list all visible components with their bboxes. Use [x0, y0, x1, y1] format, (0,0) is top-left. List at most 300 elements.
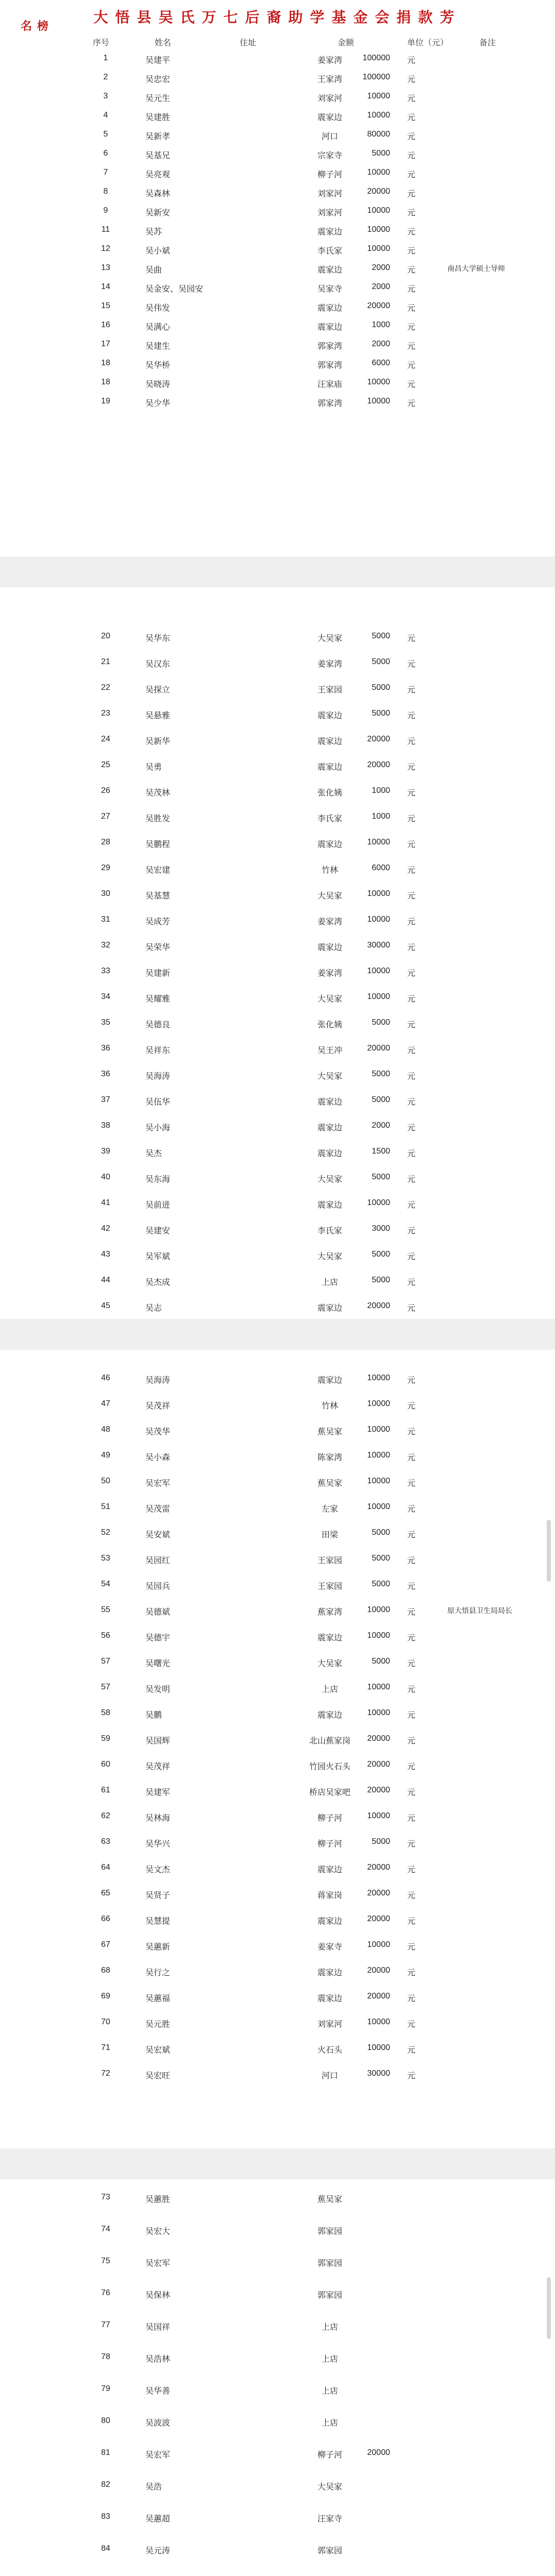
- row-number: 18: [101, 359, 110, 367]
- row-name: 吴浩: [145, 2483, 162, 2492]
- table-row: [0, 2222, 555, 2239]
- row-name: 吴金安、吴园安: [145, 285, 204, 294]
- row-amount: 10000: [367, 1502, 390, 1511]
- row-unit: 元: [407, 1582, 416, 1591]
- table-row: [0, 355, 555, 373]
- row-name: 吴安斌: [145, 1531, 171, 1539]
- row-amount: 100000: [362, 73, 390, 81]
- row-number: 72: [101, 2069, 110, 2078]
- row-unit: 元: [407, 190, 416, 198]
- row-number: 65: [101, 1889, 110, 1897]
- row-amount: 6000: [372, 359, 390, 367]
- row-address: 震家边: [317, 1376, 342, 1385]
- row-unit: 元: [407, 943, 416, 952]
- row-name: 吴保林: [145, 2291, 171, 2300]
- row-address: 宗家寺: [317, 151, 342, 160]
- row-address: 竹林: [321, 866, 338, 875]
- row-unit: 元: [407, 1376, 416, 1385]
- row-unit: 元: [407, 132, 416, 141]
- row-unit: 元: [407, 247, 416, 256]
- row-address: 蕉吴家: [317, 1479, 342, 1488]
- row-unit: 元: [407, 285, 416, 294]
- column-header-address: 住址: [240, 39, 257, 47]
- row-name: 吴森林: [145, 190, 171, 198]
- row-number: 84: [101, 2544, 110, 2553]
- table-row: [0, 2573, 555, 2576]
- row-unit: 元: [407, 1685, 416, 1694]
- row-name: 吴海涛: [145, 1376, 171, 1385]
- row-unit: 元: [407, 1149, 416, 1158]
- row-number: 54: [101, 1580, 110, 1588]
- row-name: 吴元生: [145, 94, 171, 103]
- row-address: 上店: [321, 1685, 338, 1694]
- row-name: 吴志: [145, 1304, 162, 1313]
- row-unit: 元: [407, 1201, 416, 1210]
- table-row: [0, 375, 555, 392]
- row-amount: 10000: [367, 2043, 390, 2052]
- row-number: 75: [101, 2257, 110, 2265]
- row-unit: 元: [407, 171, 416, 179]
- row-name: 吴鹏程: [145, 840, 171, 849]
- table-row: [0, 1654, 555, 1671]
- table-row: [0, 1015, 555, 1032]
- row-name: 吴波波: [145, 2419, 171, 2428]
- table-row: [0, 2381, 555, 2399]
- row-address: 柳子河: [317, 1840, 342, 1849]
- row-address: 郭家园: [317, 2227, 342, 2236]
- row-name: 吴伟发: [145, 304, 171, 313]
- row-unit: 元: [407, 1659, 416, 1668]
- table-row: [0, 2253, 555, 2271]
- table-row: [0, 2349, 555, 2367]
- table-row: [0, 1273, 555, 1290]
- row-address: 吴王冲: [317, 1046, 342, 1055]
- row-address: 大吴家: [317, 1659, 342, 1668]
- row-amount: 5000: [372, 683, 390, 692]
- row-amount: 80000: [367, 130, 390, 139]
- row-amount: 20000: [367, 1863, 390, 1872]
- row-name: 吴发明: [145, 1685, 171, 1694]
- row-name: 吴建生: [145, 342, 171, 351]
- column-header-amount: 金额: [338, 39, 355, 47]
- row-number: 12: [101, 244, 110, 253]
- table-row: [0, 1370, 555, 1388]
- row-unit: 元: [407, 1737, 416, 1745]
- table-row: [0, 706, 555, 723]
- table-row: [0, 127, 555, 144]
- row-number: 36: [101, 1070, 110, 1078]
- row-name: 吴曙光: [145, 1659, 171, 1668]
- row-number: 11: [101, 225, 110, 234]
- row-unit: 元: [407, 1505, 416, 1514]
- table-row: [0, 809, 555, 826]
- table-row: [0, 1577, 555, 1594]
- row-name: 吴少华: [145, 399, 171, 408]
- row-name: 吴新安: [145, 209, 171, 217]
- row-address: 上店: [321, 2387, 338, 2396]
- row-number: 28: [101, 838, 110, 846]
- table-row: [0, 1525, 555, 1543]
- row-address: 柳子河: [317, 171, 342, 179]
- row-number: 67: [101, 1940, 110, 1949]
- row-number: 58: [101, 1708, 110, 1717]
- table-row: [0, 2509, 555, 2527]
- row-number: 6: [103, 149, 108, 158]
- row-address: 竹林: [321, 1402, 338, 1411]
- row-amount: 20000: [367, 2448, 390, 2457]
- row-amount: 30000: [367, 941, 390, 950]
- row-address: 震家边: [317, 1917, 342, 1926]
- row-amount: 10000: [367, 1811, 390, 1820]
- row-name: 吴晓涛: [145, 380, 171, 389]
- row-unit: 元: [407, 1917, 416, 1926]
- row-number: 50: [101, 1477, 110, 1485]
- row-name: 吴茂林: [145, 789, 171, 798]
- row-number: 64: [101, 1863, 110, 1872]
- row-unit: 元: [407, 209, 416, 217]
- row-name: 吴蕙胜: [145, 2195, 171, 2204]
- row-name: 吴宏军: [145, 1479, 171, 1488]
- row-name: 吴德斌: [145, 1608, 171, 1617]
- row-address: 北山蕉家岗: [309, 1737, 350, 1745]
- row-unit: 元: [407, 866, 416, 875]
- row-amount: 10000: [367, 1374, 390, 1382]
- row-unit: 元: [407, 737, 416, 746]
- table-row: [0, 1757, 555, 1774]
- row-number: 1: [103, 54, 108, 62]
- table-row: [0, 1448, 555, 1465]
- row-unit: 元: [407, 1531, 416, 1539]
- row-address: 张化姨: [317, 789, 342, 798]
- scrollbar[interactable]: [547, 1520, 551, 1582]
- table-row: [0, 1834, 555, 1852]
- table-row: [0, 1499, 555, 1517]
- row-unit: 元: [407, 1891, 416, 1900]
- row-name: 吴汉东: [145, 660, 171, 669]
- row-name: 吴前进: [145, 1201, 171, 1210]
- table-row: [0, 1808, 555, 1826]
- row-unit: 元: [407, 94, 416, 103]
- row-amount: 10000: [367, 967, 390, 975]
- row-amount: 2000: [372, 1121, 390, 1130]
- row-amount: 10000: [367, 915, 390, 924]
- row-address: 蕉吴家: [317, 2195, 342, 2204]
- row-number: 35: [101, 1018, 110, 1027]
- table-row: [0, 146, 555, 163]
- row-address: 王家园: [317, 686, 342, 694]
- row-amount: 10000: [367, 992, 390, 1001]
- row-amount: 10000: [367, 111, 390, 120]
- row-name: 吴鹏: [145, 1711, 162, 1720]
- row-number: 40: [101, 1173, 110, 1181]
- row-address: 大吴家: [317, 1252, 342, 1261]
- row-unit: 元: [407, 1453, 416, 1462]
- row-amount: 10000: [367, 378, 390, 386]
- row-address: 王家园: [317, 1556, 342, 1565]
- row-unit: 元: [407, 1021, 416, 1029]
- table-row: [0, 1731, 555, 1749]
- row-unit: 元: [407, 1814, 416, 1823]
- row-name: 吴行之: [145, 1969, 171, 1977]
- row-address: 震家边: [317, 943, 342, 952]
- row-number: 23: [101, 709, 110, 718]
- row-address: 震家边: [317, 737, 342, 746]
- row-amount: 20000: [367, 1889, 390, 1897]
- row-name: 吴胜发: [145, 815, 171, 823]
- row-number: 22: [101, 683, 110, 692]
- row-name: 吴东海: [145, 1175, 171, 1184]
- row-amount: 20000: [367, 1786, 390, 1794]
- row-number: 73: [101, 2193, 110, 2201]
- row-address: 柳子河: [317, 1814, 342, 1823]
- row-unit: 元: [407, 1634, 416, 1642]
- row-name: 吴伍华: [145, 1098, 171, 1107]
- row-name: 吴小海: [145, 1124, 171, 1132]
- table-row: [0, 1911, 555, 1929]
- row-unit: 元: [407, 892, 416, 901]
- row-number: 29: [101, 863, 110, 872]
- row-name: 吴建军: [145, 1788, 171, 1797]
- table-row: [0, 298, 555, 316]
- row-address: 刘家河: [317, 2020, 342, 2029]
- row-address: 左家: [321, 1505, 338, 1514]
- row-address: 姜家湾: [317, 969, 342, 978]
- table-row: [0, 241, 555, 259]
- row-address: 震家边: [317, 840, 342, 849]
- row-number: 49: [101, 1451, 110, 1460]
- row-name: 吴勇: [145, 763, 162, 772]
- row-address: 蒋家岗: [317, 1891, 342, 1900]
- row-unit: 元: [407, 304, 416, 313]
- table-row: [0, 1886, 555, 1903]
- row-number: 80: [101, 2416, 110, 2425]
- row-amount: 10000: [367, 1451, 390, 1460]
- row-unit: 元: [407, 1402, 416, 1411]
- table-row: [0, 732, 555, 749]
- table-row: [0, 50, 555, 68]
- table-row: [0, 279, 555, 297]
- table-row: [0, 2445, 555, 2463]
- row-amount: 20000: [367, 1992, 390, 2001]
- table-row: [0, 1118, 555, 1136]
- table-row: [0, 2413, 555, 2431]
- row-amount: 20000: [367, 301, 390, 310]
- row-amount: 10000: [367, 1399, 390, 1408]
- row-address: 姜家湾: [317, 56, 342, 65]
- row-address: 王家湾: [317, 75, 342, 84]
- table-row: [0, 222, 555, 240]
- row-number: 66: [101, 1914, 110, 1923]
- row-amount: 10000: [367, 1940, 390, 1949]
- table-row: [0, 886, 555, 904]
- row-name: 吴蕙超: [145, 2515, 171, 2523]
- row-unit: 元: [407, 266, 416, 275]
- table-row: [0, 1041, 555, 1058]
- row-number: 74: [101, 2225, 110, 2233]
- row-unit: 元: [407, 323, 416, 332]
- row-name: 吴园红: [145, 1556, 171, 1565]
- table-row: [0, 2014, 555, 2032]
- row-number: 79: [101, 2384, 110, 2393]
- row-unit: 元: [407, 2072, 416, 2080]
- row-address: 震家边: [317, 1149, 342, 1158]
- row-address: 张化姨: [317, 1021, 342, 1029]
- row-number: 57: [101, 1657, 110, 1666]
- row-name: 吴杰成: [145, 1278, 171, 1287]
- row-amount: 5000: [372, 1173, 390, 1181]
- row-unit: 元: [407, 789, 416, 798]
- row-amount: 2000: [372, 340, 390, 348]
- row-amount: 20000: [367, 735, 390, 743]
- row-amount: 20000: [367, 1044, 390, 1053]
- row-unit: 元: [407, 686, 416, 694]
- row-amount: 30000: [367, 2069, 390, 2078]
- row-address: 震家边: [317, 1124, 342, 1132]
- row-name: 吴华善: [145, 2387, 171, 2396]
- row-amount: 10000: [367, 838, 390, 846]
- row-name: 吴宏军: [145, 2451, 171, 2460]
- row-name: 吴海涛: [145, 1072, 171, 1081]
- row-name: 吴蕙福: [145, 1994, 171, 2003]
- row-number: 78: [101, 2352, 110, 2361]
- row-number: 20: [101, 632, 110, 640]
- scrollbar[interactable]: [547, 2277, 551, 2339]
- row-address: 震家边: [317, 113, 342, 122]
- row-number: 55: [101, 1605, 110, 1614]
- row-address: 震家边: [317, 266, 342, 275]
- row-address: 姜家寺: [317, 1943, 342, 1952]
- row-number: 60: [101, 1760, 110, 1769]
- row-amount: 5000: [372, 1528, 390, 1537]
- row-address: 大吴家: [317, 634, 342, 643]
- row-unit: 元: [407, 1711, 416, 1720]
- row-number: 71: [101, 2043, 110, 2052]
- row-amount: 5000: [372, 657, 390, 666]
- row-unit: 元: [407, 1175, 416, 1184]
- row-number: 24: [101, 735, 110, 743]
- row-number: 57: [101, 1683, 110, 1691]
- row-unit: 元: [407, 1252, 416, 1261]
- row-number: 77: [101, 2320, 110, 2329]
- row-unit: 元: [407, 1556, 416, 1565]
- table-row: [0, 1963, 555, 1980]
- row-amount: 3000: [372, 1224, 390, 1233]
- row-unit: 元: [407, 228, 416, 236]
- row-name: 吴建新: [145, 969, 171, 978]
- row-number: 27: [101, 812, 110, 821]
- row-amount: 5000: [372, 1837, 390, 1846]
- row-name: 吴新华: [145, 737, 171, 746]
- table-row: [0, 1066, 555, 1084]
- row-name: 吴宏旺: [145, 2072, 171, 2080]
- table-row: [0, 1195, 555, 1213]
- row-number: 5: [103, 130, 108, 139]
- row-amount: 10000: [367, 206, 390, 215]
- row-address: 桥店吴家吧: [309, 1788, 350, 1797]
- row-name: 吴慧提: [145, 1917, 171, 1926]
- row-unit: 元: [407, 1124, 416, 1132]
- row-amount: 20000: [367, 1966, 390, 1975]
- row-amount: 10000: [367, 1708, 390, 1717]
- row-number: 30: [101, 889, 110, 898]
- column-header-no: 序号: [93, 39, 110, 47]
- row-number: 69: [101, 1992, 110, 2001]
- row-amount: 10000: [367, 397, 390, 405]
- row-amount: 10000: [367, 1631, 390, 1640]
- row-address: 震家边: [317, 1969, 342, 1977]
- table-row: [0, 757, 555, 775]
- row-amount: 10000: [367, 244, 390, 253]
- table-row: [0, 260, 555, 278]
- row-unit: 元: [407, 399, 416, 408]
- row-amount: 10000: [367, 168, 390, 177]
- row-address: 王家园: [317, 1582, 342, 1591]
- table-row: [0, 629, 555, 646]
- row-amount: 20000: [367, 187, 390, 196]
- row-name: 吴蕙新: [145, 1943, 171, 1952]
- row-address: 震家边: [317, 228, 342, 236]
- row-address: 郭家园: [317, 2547, 342, 2555]
- table-row: [0, 1705, 555, 1723]
- row-unit: 元: [407, 1788, 416, 1797]
- row-number: 53: [101, 1554, 110, 1563]
- row-unit: 元: [407, 1969, 416, 1977]
- row-address: 郭家园: [317, 2259, 342, 2268]
- row-name: 吴满心: [145, 323, 171, 332]
- row-number: 82: [101, 2480, 110, 2489]
- table-row: [0, 1860, 555, 1877]
- table-row: [0, 1092, 555, 1110]
- table-row: [0, 1602, 555, 1620]
- row-unit: 元: [407, 1098, 416, 1107]
- row-name: 吴文杰: [145, 1866, 171, 1874]
- row-amount: 5000: [372, 1580, 390, 1588]
- row-name: 吴茂祥: [145, 1762, 171, 1771]
- table-row: [0, 70, 555, 87]
- row-number: 37: [101, 1095, 110, 1104]
- row-unit: 元: [407, 1608, 416, 1617]
- row-number: 31: [101, 915, 110, 924]
- row-name: 吴林海: [145, 1814, 171, 1823]
- row-amount: 10000: [367, 1425, 390, 1434]
- row-number: 59: [101, 1734, 110, 1743]
- table-row: [0, 989, 555, 1007]
- table-row: [0, 912, 555, 929]
- row-number: 33: [101, 967, 110, 975]
- row-address: 郭家湾: [317, 361, 342, 370]
- row-address: 大吴家: [317, 1175, 342, 1184]
- table-row: [0, 336, 555, 354]
- row-number: 13: [101, 263, 110, 272]
- row-number: 62: [101, 1811, 110, 1820]
- row-name: 吴宏斌: [145, 2046, 171, 2055]
- row-address: 上店: [321, 2419, 338, 2428]
- row-name: 吴成芳: [145, 918, 171, 926]
- row-name: 吴杰: [145, 1149, 162, 1158]
- row-amount: 20000: [367, 1301, 390, 1310]
- row-address: 陈家湾: [317, 1453, 342, 1462]
- table-row: [0, 2285, 555, 2303]
- table-row: [0, 394, 555, 411]
- row-amount: 20000: [367, 760, 390, 769]
- row-name: 吴探立: [145, 686, 171, 694]
- row-number: 83: [101, 2512, 110, 2521]
- row-address: 刘家河: [317, 209, 342, 217]
- table-row: [0, 1144, 555, 1161]
- row-name: 吴小斌: [145, 247, 171, 256]
- row-unit: 元: [407, 380, 416, 389]
- row-name: 吴曲: [145, 266, 162, 275]
